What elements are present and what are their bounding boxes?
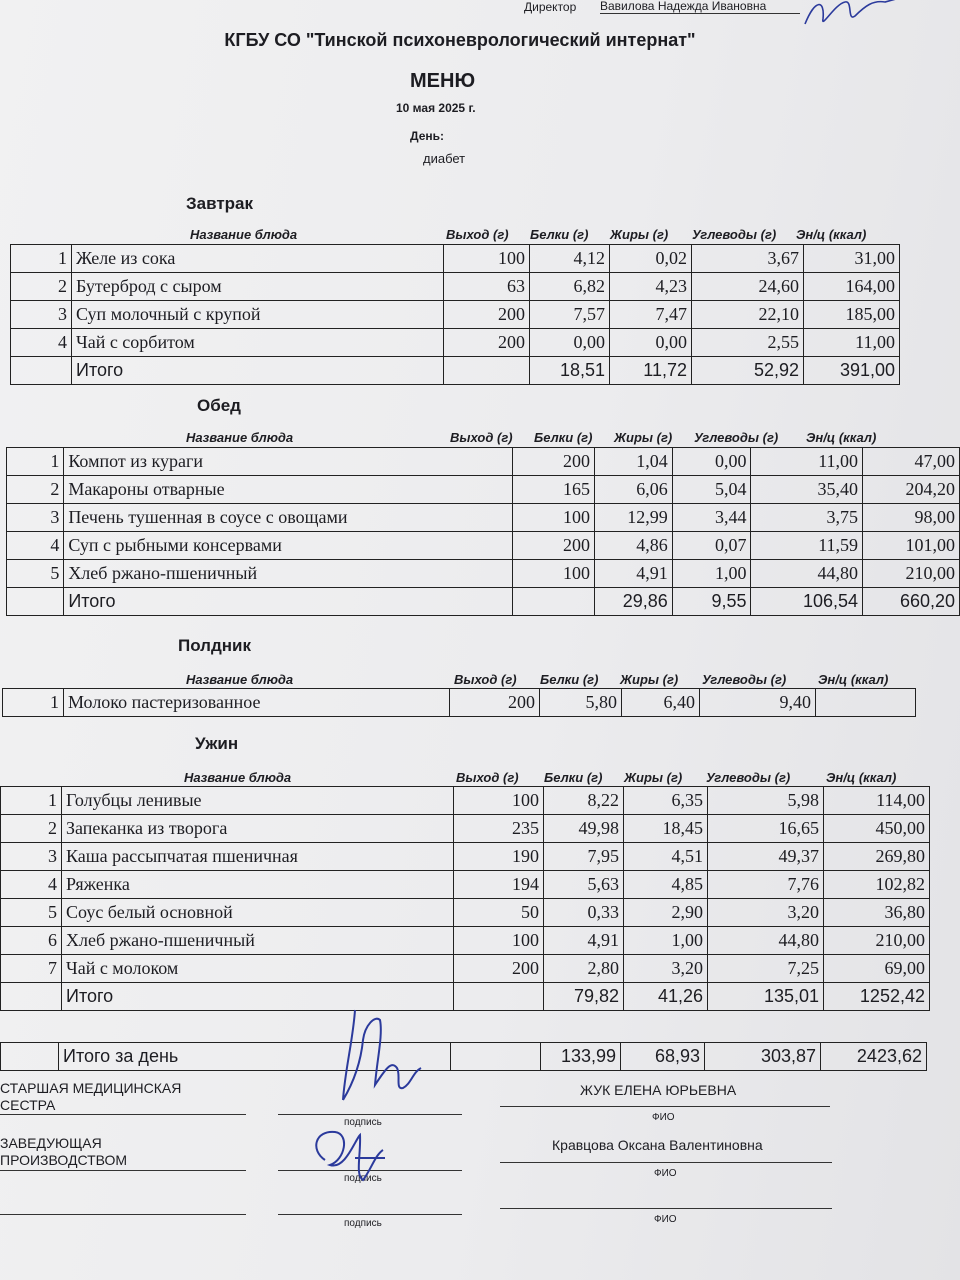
total-row [7, 588, 960, 616]
dish-fat: 3,44 [672, 504, 751, 532]
lunch-title: Обед [197, 396, 241, 415]
col-output: Выход (г) [454, 672, 517, 687]
col-protein: Белки (г) [534, 430, 593, 445]
dish-name: Голубцы ленивые [62, 787, 454, 815]
col-output: Выход (г) [446, 227, 509, 242]
dish-carbs: 16,65 [708, 815, 824, 843]
total-carbs: 135,01 [708, 983, 824, 1011]
dish-protein: 4,12 [530, 245, 610, 273]
director-signature [795, 0, 915, 34]
dish-carbs: 7,76 [708, 871, 824, 899]
dish-carbs: 24,60 [692, 273, 804, 301]
dish-name: Чай с молоком [62, 955, 454, 983]
dish-carbs: 44,80 [708, 927, 824, 955]
col-carbs: Углеводы (г) [692, 227, 777, 242]
dish-fat: 3,20 [624, 955, 708, 983]
dish-protein: 7,95 [544, 843, 624, 871]
dish-output: 190 [454, 843, 544, 871]
row-number: 1 [1, 787, 62, 815]
manager-label-line2: ПРОИЗВОДСТВОМ [0, 1152, 128, 1168]
dish-name: Хлеб ржано-пшеничный [62, 927, 454, 955]
dish-protein: 6,06 [594, 476, 672, 504]
col-energy: Эн/ц (ккал) [796, 227, 867, 242]
dish-carbs: 3,67 [692, 245, 804, 273]
dinner-table [0, 786, 930, 1011]
dish-protein: 2,80 [544, 955, 624, 983]
dish-carbs: 5,98 [708, 787, 824, 815]
nurse-fio-caption: ФИО [652, 1112, 675, 1123]
total-energy: 660,20 [863, 588, 960, 616]
dish-energy: 210,00 [824, 927, 930, 955]
col-protein: Белки (г) [544, 770, 603, 785]
dish-protein: 5,80 [540, 689, 622, 717]
dish-name: Макароны отварные [64, 476, 513, 504]
manager-label-underline [0, 1170, 246, 1171]
dish-energy: 31,00 [804, 245, 900, 273]
dish-carbs: 7,25 [708, 955, 824, 983]
day-total-blank [1, 1043, 59, 1071]
row-number: 4 [7, 532, 64, 560]
row-number: 1 [7, 448, 64, 476]
total-blank [7, 588, 64, 616]
manager-label-line1: ЗАВЕДУЮЩАЯ [0, 1135, 102, 1151]
dish-output: 63 [444, 273, 530, 301]
dish-energy: 11,00 [804, 329, 900, 357]
total-protein: 18,51 [530, 357, 610, 385]
col-energy: Эн/ц (ккал) [818, 672, 889, 687]
col-energy: Эн/ц (ккал) [826, 770, 897, 785]
dish-protein: 49,98 [544, 815, 624, 843]
dish-output: 200 [513, 448, 595, 476]
col-protein: Белки (г) [540, 672, 599, 687]
dish-output: 165 [513, 476, 595, 504]
table-row [1, 927, 930, 955]
dish-output: 200 [444, 329, 530, 357]
dish-output: 100 [454, 927, 544, 955]
table-row [1, 843, 930, 871]
col-energy: Эн/ц (ккал) [806, 430, 877, 445]
col-carbs: Углеводы (г) [694, 430, 779, 445]
dish-protein: 4,86 [594, 532, 672, 560]
dish-energy: 210,00 [863, 560, 960, 588]
dish-carbs: 22,10 [692, 301, 804, 329]
third-sign-line [278, 1214, 462, 1215]
dish-fat: 0,07 [672, 532, 751, 560]
snack-title: Полдник [178, 636, 251, 655]
dish-output: 235 [454, 815, 544, 843]
row-number: 2 [1, 815, 62, 843]
dish-fat: 6,40 [622, 689, 700, 717]
dish-fat: 4,23 [610, 273, 692, 301]
row-number: 2 [7, 476, 64, 504]
page-title: МЕНЮ [410, 70, 476, 92]
dish-energy: 69,00 [824, 955, 930, 983]
dish-protein: 5,63 [544, 871, 624, 899]
col-carbs: Углеводы (г) [702, 672, 787, 687]
total-energy: 1252,42 [824, 983, 930, 1011]
manager-signature [305, 1120, 395, 1190]
dish-carbs: 49,37 [708, 843, 824, 871]
table-row [1, 787, 930, 815]
row-number: 4 [1, 871, 62, 899]
dish-carbs: 9,40 [700, 689, 816, 717]
day-total-label: Итого за день [59, 1043, 451, 1071]
day-label: День: [410, 129, 444, 143]
dish-fat: 0,00 [672, 448, 751, 476]
manager-sign-caption: подпись [344, 1173, 382, 1184]
dish-output: 200 [454, 955, 544, 983]
day-total-row [1, 1043, 927, 1071]
row-number: 2 [11, 273, 72, 301]
dish-fat: 0,00 [610, 329, 692, 357]
dish-energy: 101,00 [863, 532, 960, 560]
row-number: 5 [1, 899, 62, 927]
row-number: 5 [7, 560, 64, 588]
dish-fat: 4,85 [624, 871, 708, 899]
dish-output: 100 [513, 504, 595, 532]
dish-carbs: 2,55 [692, 329, 804, 357]
nurse-label [0, 1080, 181, 1114]
dish-protein: 0,00 [530, 329, 610, 357]
table-row [11, 245, 900, 273]
dish-protein: 12,99 [594, 504, 672, 532]
dish-energy: 47,00 [863, 448, 960, 476]
dish-fat: 1,00 [624, 927, 708, 955]
dish-carbs: 11,00 [751, 448, 863, 476]
dish-name: Запеканка из творога [62, 815, 454, 843]
table-row [7, 532, 960, 560]
dish-energy: 204,20 [863, 476, 960, 504]
dish-carbs: 11,59 [751, 532, 863, 560]
manager-label [0, 1135, 127, 1169]
table-row [3, 689, 916, 717]
table-row [7, 476, 960, 504]
dish-output: 194 [454, 871, 544, 899]
table-row [7, 448, 960, 476]
total-blank [11, 357, 72, 385]
nurse-fio-line [500, 1106, 830, 1107]
day-total-table [0, 1042, 927, 1071]
row-number: 4 [11, 329, 72, 357]
col-fat: Жиры (г) [610, 227, 669, 242]
col-output: Выход (г) [456, 770, 519, 785]
dish-protein: 6,82 [530, 273, 610, 301]
table-row [11, 329, 900, 357]
dish-energy: 36,80 [824, 899, 930, 927]
total-row [1, 983, 930, 1011]
dish-name: Бутерброд с сыром [72, 273, 444, 301]
col-fat: Жиры (г) [620, 672, 679, 687]
table-row [1, 955, 930, 983]
total-blank [1, 983, 62, 1011]
manager-fio-line [500, 1162, 832, 1163]
diet-type: диабет [423, 151, 466, 166]
day-total-fat: 68,93 [621, 1043, 705, 1071]
dish-fat: 4,51 [624, 843, 708, 871]
row-number: 1 [3, 689, 64, 717]
director-name: Вавилова Надежда Ивановна [600, 0, 800, 14]
day-total-carbs: 303,87 [705, 1043, 821, 1071]
table-row [7, 560, 960, 588]
dish-name: Соус белый основной [62, 899, 454, 927]
table-row [7, 504, 960, 532]
dish-name: Печень тушенная в соусе с овощами [64, 504, 513, 532]
dish-fat: 18,45 [624, 815, 708, 843]
day-total-protein: 133,99 [541, 1043, 621, 1071]
row-number: 6 [1, 927, 62, 955]
dish-carbs: 3,75 [751, 504, 863, 532]
row-number: 3 [1, 843, 62, 871]
dish-name: Суп с рыбными консервами [64, 532, 513, 560]
total-row [11, 357, 900, 385]
col-name: Название блюда [184, 770, 292, 785]
manager-name: Кравцова Оксана Валентиновна [552, 1137, 763, 1153]
col-protein: Белки (г) [530, 227, 589, 242]
dish-protein: 4,91 [544, 927, 624, 955]
row-number: 1 [11, 245, 72, 273]
dish-energy [816, 689, 916, 717]
dish-output: 100 [444, 245, 530, 273]
row-number: 3 [7, 504, 64, 532]
dish-energy: 185,00 [804, 301, 900, 329]
dish-name: Хлеб ржано-пшеничный [64, 560, 513, 588]
breakfast-table [10, 244, 900, 385]
dish-name: Суп молочный с крупой [72, 301, 444, 329]
dish-protein: 4,91 [594, 560, 672, 588]
dish-protein: 0,33 [544, 899, 624, 927]
third-label-line [0, 1214, 246, 1215]
dish-carbs: 3,20 [708, 899, 824, 927]
total-output [454, 983, 544, 1011]
dish-fat: 7,47 [610, 301, 692, 329]
nurse-label-underline [0, 1114, 246, 1115]
dish-protein: 1,04 [594, 448, 672, 476]
total-output [513, 588, 595, 616]
dish-fat: 2,90 [624, 899, 708, 927]
table-row [11, 301, 900, 329]
organization-name: КГБУ СО "Тинской психоневрологический интернат" [224, 30, 696, 50]
lunch-table [6, 447, 960, 616]
total-output [444, 357, 530, 385]
dish-energy: 450,00 [824, 815, 930, 843]
total-protein: 79,82 [544, 983, 624, 1011]
dinner-title: Ужин [195, 734, 239, 753]
breakfast-title: Завтрак [186, 194, 254, 213]
nurse-signature [325, 1000, 435, 1120]
total-label: Итого [62, 983, 454, 1011]
director-label: Директор [524, 0, 577, 14]
total-fat: 41,26 [624, 983, 708, 1011]
dish-fat: 5,04 [672, 476, 751, 504]
total-carbs: 52,92 [692, 357, 804, 385]
dish-name: Чай с сорбитом [72, 329, 444, 357]
col-fat: Жиры (г) [614, 430, 673, 445]
dish-carbs: 44,80 [751, 560, 863, 588]
row-number: 3 [11, 301, 72, 329]
dish-energy: 164,00 [804, 273, 900, 301]
dish-name: Компот из кураги [64, 448, 513, 476]
dish-output: 50 [454, 899, 544, 927]
dish-fat: 6,35 [624, 787, 708, 815]
dish-name: Ряженка [62, 871, 454, 899]
col-fat: Жиры (г) [624, 770, 683, 785]
day-total-energy: 2423,62 [821, 1043, 927, 1071]
dish-output: 200 [444, 301, 530, 329]
col-carbs: Углеводы (г) [706, 770, 791, 785]
total-label: Итого [72, 357, 444, 385]
table-row [1, 871, 930, 899]
nurse-label-line1: СТАРШАЯ МЕДИЦИНСКАЯ [0, 1080, 182, 1096]
dish-energy: 114,00 [824, 787, 930, 815]
nurse-sign-caption: подпись [344, 1117, 382, 1128]
dish-fat: 1,00 [672, 560, 751, 588]
total-protein: 29,86 [594, 588, 672, 616]
col-name: Название блюда [190, 227, 298, 242]
total-carbs: 106,54 [751, 588, 863, 616]
snack-table [2, 688, 916, 717]
nurse-label-line2: СЕСТРА [0, 1097, 56, 1113]
day-total-output [451, 1043, 541, 1071]
third-fio-caption: ФИО [654, 1214, 677, 1225]
dish-name: Желе из сока [72, 245, 444, 273]
dish-output: 200 [513, 532, 595, 560]
dish-output: 100 [454, 787, 544, 815]
dish-protein: 8,22 [544, 787, 624, 815]
total-fat: 9,55 [672, 588, 751, 616]
third-sign-caption: подпись [344, 1218, 382, 1229]
dish-name: Каша рассыпчатая пшеничная [62, 843, 454, 871]
manager-fio-caption: ФИО [654, 1168, 677, 1179]
col-name: Название блюда [186, 430, 294, 445]
dish-name: Молоко пастеризованное [64, 689, 450, 717]
dish-energy: 98,00 [863, 504, 960, 532]
row-number: 7 [1, 955, 62, 983]
dish-output: 200 [450, 689, 540, 717]
table-row [1, 815, 930, 843]
table-row [11, 273, 900, 301]
total-energy: 391,00 [804, 357, 900, 385]
col-output: Выход (г) [450, 430, 513, 445]
total-fat: 11,72 [610, 357, 692, 385]
menu-date: 10 мая 2025 г. [396, 101, 476, 115]
third-fio-line [500, 1208, 832, 1209]
table-row [1, 899, 930, 927]
total-label: Итого [64, 588, 513, 616]
dish-energy: 269,80 [824, 843, 930, 871]
col-name: Название блюда [186, 672, 294, 687]
dish-carbs: 35,40 [751, 476, 863, 504]
nurse-name: ЖУК ЕЛЕНА ЮРЬЕВНА [580, 1082, 737, 1098]
dish-output: 100 [513, 560, 595, 588]
dish-protein: 7,57 [530, 301, 610, 329]
dish-fat: 0,02 [610, 245, 692, 273]
dish-energy: 102,82 [824, 871, 930, 899]
